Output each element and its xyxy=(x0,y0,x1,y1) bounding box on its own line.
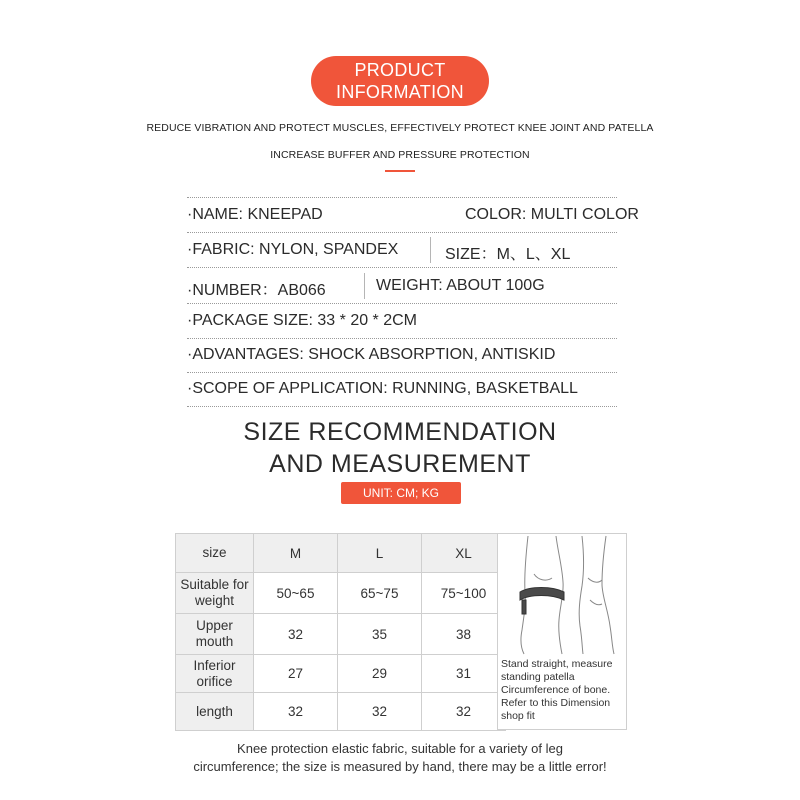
table-header-cell: L xyxy=(338,534,422,573)
badge-line-2: INFORMATION xyxy=(336,82,464,102)
knee-measurement-illustration xyxy=(497,533,627,730)
spec-number: ·NUMBER：AB066 xyxy=(187,282,326,299)
table-cell: 38 xyxy=(422,614,506,655)
spec-separator xyxy=(364,273,365,299)
table-row xyxy=(176,655,506,693)
table-header-cell: XL xyxy=(422,534,506,573)
row-label-line: weight xyxy=(194,593,235,608)
table-header-cell: M xyxy=(254,534,338,573)
table-row xyxy=(176,614,506,655)
table-cell: 32 xyxy=(254,614,338,655)
table-header-row xyxy=(176,534,506,573)
row-label-line: mouth xyxy=(195,634,234,649)
size-table xyxy=(175,533,506,731)
row-label-line: Upper xyxy=(196,618,233,633)
legs-icon xyxy=(498,534,626,656)
product-information-badge xyxy=(311,56,489,106)
spec-name: ·NAME: KNEEPAD xyxy=(187,206,323,223)
table-cell: 31 xyxy=(422,655,506,693)
row-label xyxy=(176,573,254,614)
spec-package: ·PACKAGE SIZE: 33 * 20 * 2CM xyxy=(187,312,418,329)
spec-row-advantages xyxy=(187,338,617,373)
row-label-line: length xyxy=(196,703,233,719)
table-cell: 65~75 xyxy=(338,573,422,614)
table-cell: 50~65 xyxy=(254,573,338,614)
table-cell: 27 xyxy=(254,655,338,693)
table-cell: 35 xyxy=(338,614,422,655)
unit-badge: UNIT: CM; KG xyxy=(341,482,461,504)
spec-weight: WEIGHT: ABOUT 100G xyxy=(376,277,545,294)
spec-size: SIZE：M、L、XL xyxy=(445,246,571,263)
spec-row-fabric-size xyxy=(187,233,617,268)
row-label xyxy=(176,655,254,693)
footer-note-line-2: circumference; the size is measured by hand, there may be a little error! xyxy=(193,759,607,774)
spec-separator xyxy=(430,237,431,263)
badge-line-1: PRODUCT xyxy=(354,60,446,80)
size-title-line-2: AND MEASUREMENT xyxy=(269,450,531,478)
table-row xyxy=(176,573,506,614)
spec-row-scope xyxy=(187,372,617,407)
spec-color: COLOR: MULTI COLOR xyxy=(465,206,639,223)
subtitle-2: INCREASE BUFFER AND PRESSURE PROTECTION xyxy=(270,149,530,161)
table-cell: 32 xyxy=(338,693,422,731)
spec-row-name-color xyxy=(187,198,639,233)
row-label xyxy=(176,693,254,731)
footer-note-line-1: Knee protection elastic fabric, suitable for a variety of leg xyxy=(237,741,563,756)
spec-row-package xyxy=(187,304,617,339)
table-cell: 29 xyxy=(338,655,422,693)
table-cell: 32 xyxy=(254,693,338,731)
subtitle-1: REDUCE VIBRATION AND PROTECT MUSCLES, EFFECTIVELY PROTECT KNEE JOINT AND PATELLA xyxy=(146,122,654,134)
spec-fabric: ·FABRIC: NYLON, SPANDEX xyxy=(187,241,399,258)
illustration-caption: Stand straight, measure standing patella Circumference of bone. Refer to this Dimension shop fit xyxy=(501,658,613,722)
table-header-cell: size xyxy=(176,534,254,573)
row-label-line: Suitable for xyxy=(180,577,249,592)
spec-advantages: ·ADVANTAGES: SHOCK ABSORPTION, ANTISKID xyxy=(187,346,556,363)
table-row xyxy=(176,693,506,731)
accent-divider xyxy=(385,170,415,172)
row-label xyxy=(176,614,254,655)
table-cell: 75~100 xyxy=(422,573,506,614)
row-label-line: orifice xyxy=(196,673,233,689)
row-label-line: Inferior xyxy=(193,657,236,673)
spec-row-number-weight xyxy=(187,269,617,304)
spec-scope: ·SCOPE OF APPLICATION: RUNNING, BASKETBALL xyxy=(187,380,578,397)
size-title-line-1: SIZE RECOMMENDATION xyxy=(243,418,557,446)
table-cell: 32 xyxy=(422,693,506,731)
